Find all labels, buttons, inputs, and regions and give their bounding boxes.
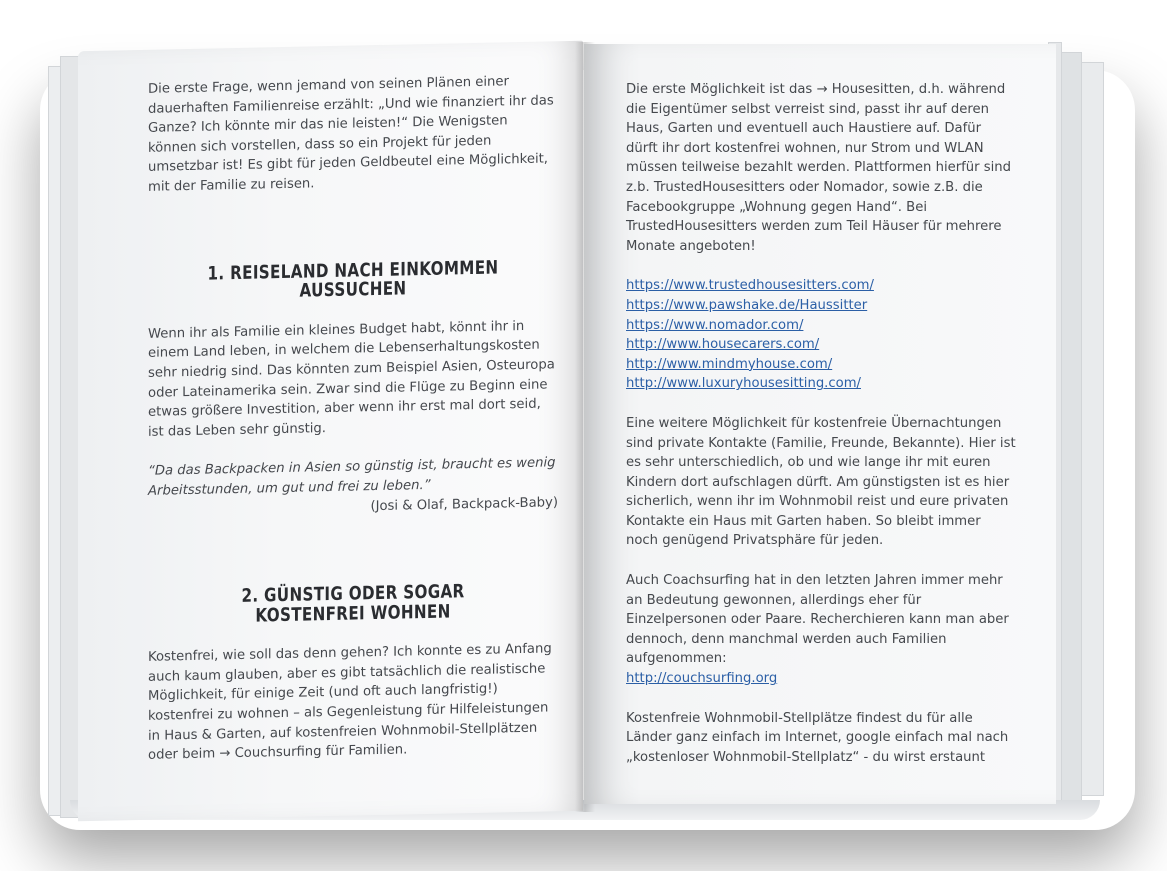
intro-paragraph: Die erste Frage, wenn jemand von seinen Plänen einer dauerhaften Familienreise erzählt: „Und wie finanziert ihr das Ganze? Ich könnte mir das nie leisten!“ Die Wenigsten können sich vorstellen, dass so ein Projekt für jeden umsetzbar ist! Es gibt für jeden Geldbeutel eine Möglichkeit, mit der Familie zu reisen. <box>148 74 554 195</box>
left-page-content <box>148 71 558 765</box>
coachsurfing-paragraph: Auch Coachsurfing hat in den letzten Jahren immer mehr an Bedeutung gewonnen, allerdings eher für Einzelpersonen oder Paare. Recherchieren kann man aber dennoch, denn manchmal werden auch Familien aufgenommen: <box>626 573 1009 667</box>
link-couchsurfing[interactable]: http://couchsurfing.org <box>626 671 778 687</box>
housesitting-paragraph: Die erste Möglichkeit ist das → Housesitten, d.h. während die Eigentümer selbst verreist sind, passt ihr auf deren Haus, Garten und eventuell auch Haustiere auf. Dafür dürft ihr dort kostenfrei wohnen, nur Strom und WLAN müssen teilweise bezahlt werden. Plattformen hierfür sind z.b. TrustedHousesitters oder Nomador, sowie z.B. die Facebookgruppe „Wohnung gegen Hand“. Bei TrustedHousesitters werden zum Teil Häuser für mehrere Monate angeboten! <box>626 82 1012 254</box>
page-edge <box>1080 62 1104 796</box>
heading-reiseland: 1. REISELAND NACH EINKOMMEN AUSSUCHEN <box>207 257 499 302</box>
link-list <box>626 276 1016 394</box>
page-edge <box>1060 52 1082 802</box>
link-trustedhousesitters[interactable]: https://www.trustedhousesitters.com/ <box>626 278 874 294</box>
budget-paragraph: Wenn ihr als Familie ein kleines Budget habt, könnt ihr in einem Land leben, in welchem die Lebenserhaltungskosten sehr niedrig sind. Das könnten zum Beispiel Asien, Osteuropa oder Lateinamerika sein. Zwar sind die Flüge zu Beginn eine etwas größere Investition, aber wenn ihr erst mal dort seid, ist das Leben sehr günstig. <box>148 318 555 440</box>
link-mindmyhouse[interactable]: http://www.mindmyhouse.com/ <box>626 356 833 372</box>
left-page <box>78 41 583 822</box>
right-page-content <box>626 80 1016 767</box>
link-pawshake[interactable]: https://www.pawshake.de/Haussitter <box>626 297 868 313</box>
link-housecarers[interactable]: http://www.housecarers.com/ <box>626 337 820 353</box>
private-contacts-paragraph: Eine weitere Möglichkeit für kostenfreie Übernachtungen sind private Kontakte (Familie, Freunde, Bekannte). Hier ist es sehr unterschiedlich, ob und wie lange ihr mit euren Kindern dort aufschlagen dürft. Am günstigsten ist es hier sicherlich, wenn ihr im Wohnmobil reist und eure privaten Kontakte ein Haus mit Garten haben. So bleibt immer noch genügend Privatsphäre für jeden. <box>626 415 1016 549</box>
quote: “Da das Backpacken in Asien so günstig ist, braucht es wenig Arbeitsstunden, um gut und frei zu leben.” <box>148 455 556 499</box>
quote-attribution: (Josi & Olaf, Backpack-Baby) <box>370 494 558 514</box>
page-edge <box>60 56 80 818</box>
link-nomador[interactable]: https://www.nomador.com/ <box>626 317 804 333</box>
heading-wohnen: 2. GÜNSTIG ODER SOGAR KOSTENFREI WOHNEN <box>241 581 465 627</box>
right-page <box>584 44 1056 804</box>
kostenfrei-paragraph: Kostenfrei, wie soll das denn gehen? Ich konnte es zu Anfang auch kaum glauben, aber es gibt tatsächlich die realistische Möglichkeit, für einige Zeit (und oft auch langfristig!) kostenfrei zu wohnen – als Gegenleistung für Hilfeleistungen in Haus & Garten, auf kostenfreien Wohnmobil-Stellplätzen oder beim → Couchsurfing für Familien. <box>148 641 552 764</box>
stellplatz-paragraph: Kostenfreie Wohnmobil-Stellplätze findest du für alle Länder ganz einfach im Internet, google einfach mal nach „kostenloser Wohnmobil-Stellplatz“ - du wirst erstaunt <box>626 710 1009 765</box>
link-luxuryhousesitting[interactable]: http://www.luxuryhousesitting.com/ <box>626 376 861 392</box>
